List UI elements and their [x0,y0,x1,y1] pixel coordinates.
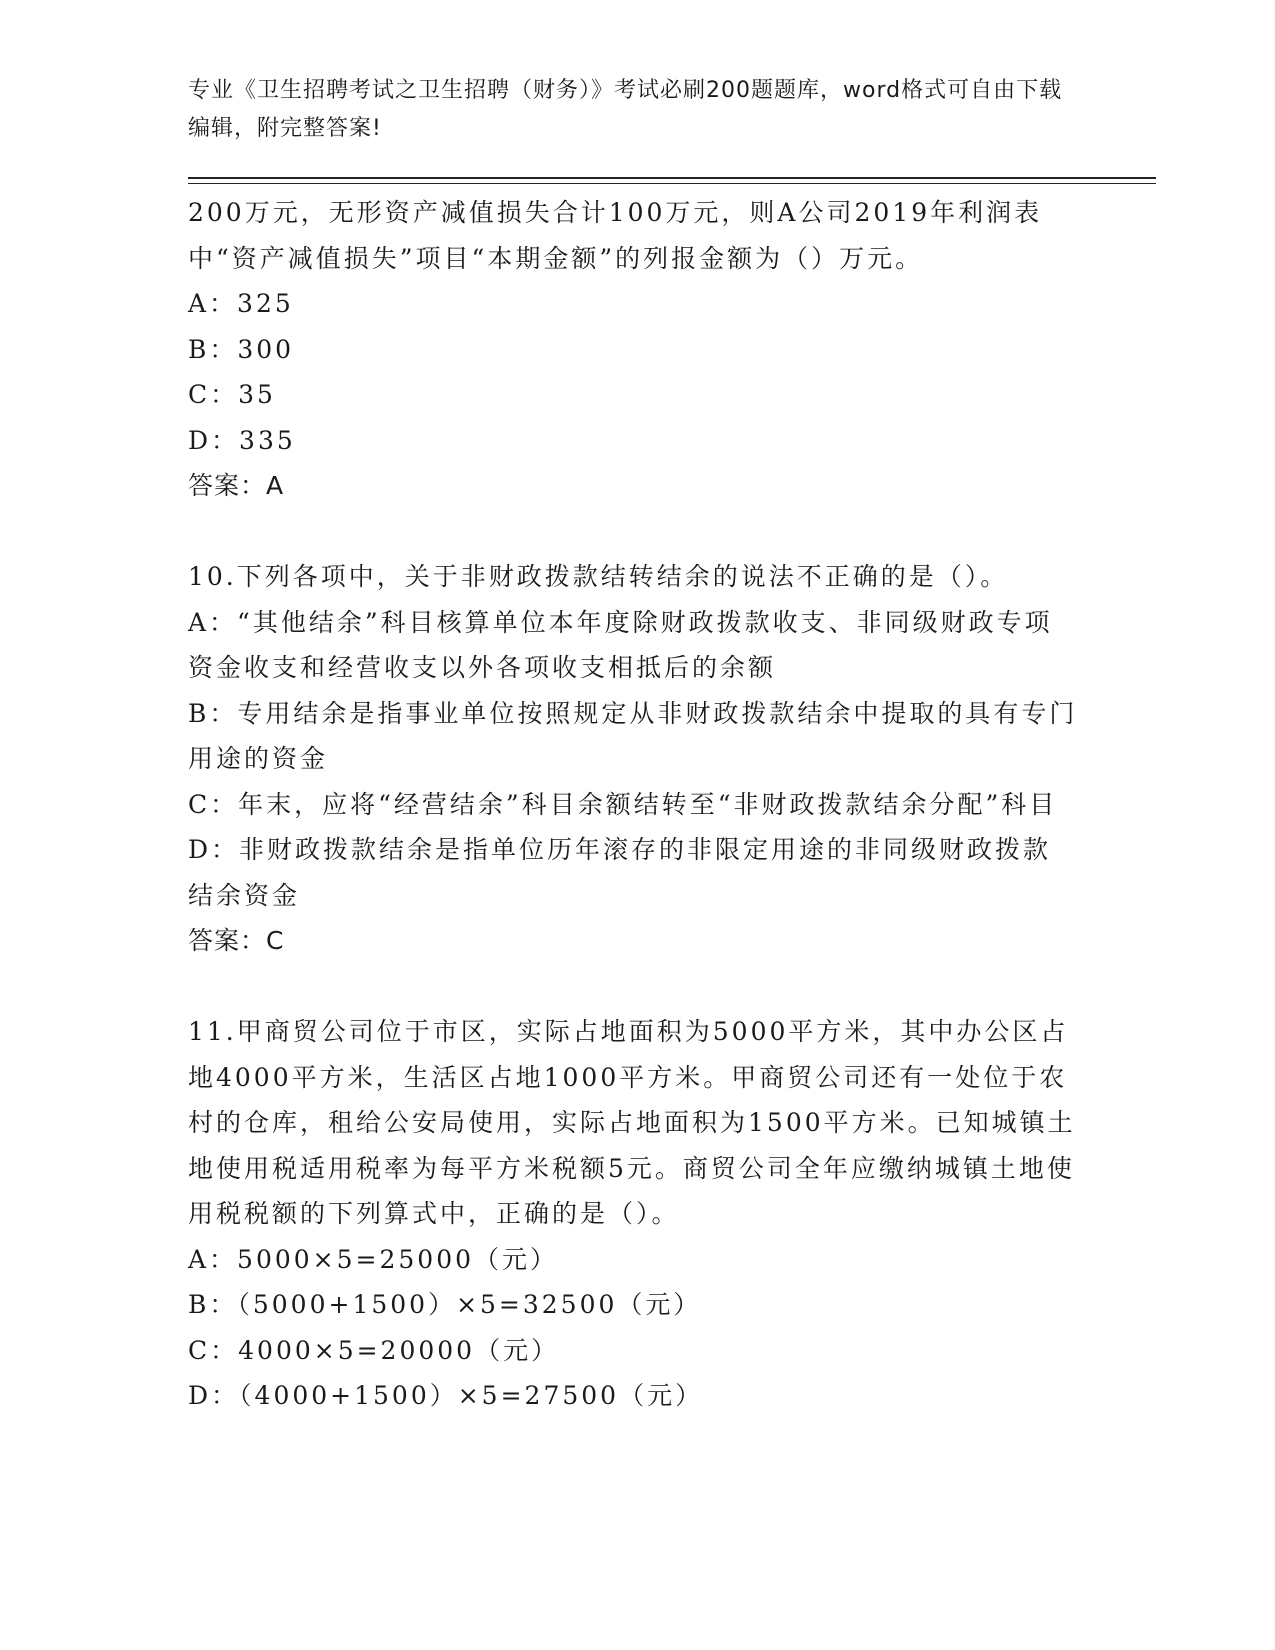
option-a: A：325 [188,289,294,318]
document-body [188,190,1078,1419]
option-d: D：（4000+1500）×5=27500（元） [188,1381,704,1410]
header-divider-thick [188,177,1156,179]
option-a: A：5000×5=25000（元） [188,1244,559,1274]
question-text: 10.下列各项中，关于非财政拨款结转结余的说法不正确的是（）。 [188,562,1009,591]
option-b: B：专用结余是指事业单位按照规定从非财政拨款结余中提取的具有专门用途的资金 [188,698,1078,773]
option-c: C：年末，应将“经营结余”科目余额结转至“非财政拨款结余分配”科目 [188,789,1058,819]
option-b: B：（5000+1500）×5=32500（元） [188,1290,702,1319]
option-c: C：35 [188,380,276,409]
spacer [188,509,1078,555]
spacer [188,964,1078,1010]
answer-label: 答案：A [188,471,285,500]
question-continued [188,190,1078,509]
question-text: 11.甲商贸公司位于市区，实际占地面积为5000平方米，其中办公区占地4000平方米，生活区占地1000平方米。甲商贸公司还有一处位于农村的仓库，租给公安局使用，实际占地面积为1500平方米。已知城镇土地使用税适用税率为每平方米税额5元。商贸公司全年应缴纳城镇土地使用税税额的下列算式中，正确的是（）。 [188,1017,1076,1228]
option-d: D：335 [188,425,296,455]
option-a: A：“其他结余”科目核算单位本年度除财政拨款收支、非同级财政专项资金收支和经营收支以外各项收支相抵后的余额 [188,607,1053,682]
question-11 [188,1009,1078,1419]
header-divider-thin [188,183,1156,184]
question-10 [188,554,1078,964]
option-c: C：4000×5=20000（元） [188,1335,560,1365]
answer-label: 答案：C [188,926,285,955]
option-d: D：非财政拨款结余是指单位历年滚存的非限定用途的非同级财政拨款结余资金 [188,835,1052,910]
question-text: 200万元，无形资产减值损失合计100万元，则A公司2019年利润表中“资产减值损失”项目“本期金额”的列报金额为（）万元。 [188,198,1043,273]
option-b: B：300 [188,334,295,364]
document-header: 专业《卫生招聘考试之卫生招聘（财务）》考试必刷200题题库，word格式可自由下载编辑，附完整答案! [188,78,1063,141]
